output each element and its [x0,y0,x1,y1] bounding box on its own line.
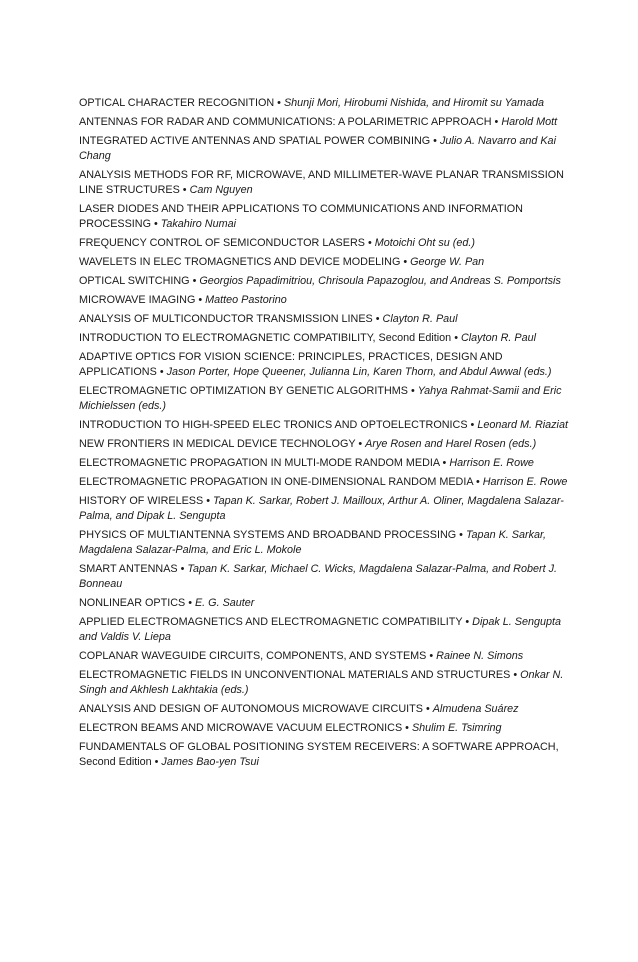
book-title: INTRODUCTION TO ELECTROMAGNETIC COMPATIBILITY [79,331,373,344]
bullet-separator: • [494,115,499,128]
book-entry [79,494,569,525]
bullet-separator: • [454,331,458,344]
book-title: ELECTROMAGNETIC PROPAGATION IN MULTI-MODE RANDOM MEDIA [79,456,440,469]
book-entry [79,168,569,199]
book-authors: Yahya Rahmat-Samii and Eric Michielssen (eds.) [79,384,562,413]
book-authors: Almudena Suárez [432,703,519,716]
book-entry [79,740,569,771]
book-authors: Rainee N. Simons [436,650,524,663]
book-authors: Cam Nguyen [189,184,253,197]
book-title: HISTORY OF WIRELESS [79,494,204,507]
book-entry [79,384,569,415]
book-title: FUNDAMENTALS OF GLOBAL POSITIONING SYSTEM RECEIVERS: A SOFTWARE APPROACH [79,741,556,754]
book-entry [79,293,569,308]
bullet-separator: • [375,312,380,325]
book-entry [79,350,569,381]
book-title: APPLIED ELECTROMAGNETICS AND ELECTROMAGNETIC COMPATIBILITY [79,616,463,629]
bullet-separator: • [367,237,372,250]
book-title: ANALYSIS OF MULTICONDUCTOR TRANSMISSION LINES [79,312,373,325]
book-edition: , Second Edition [372,331,452,344]
book-authors: George W. Pan [410,256,485,269]
book-edition: , Second Edition [79,741,559,769]
bullet-separator: • [206,494,210,507]
book-entry [79,255,569,270]
bullet-separator: • [188,597,192,610]
bullet-separator: • [442,456,447,469]
book-title: NONLINEAR OPTICS [79,597,186,610]
bullet-separator: • [192,275,197,288]
bullet-separator: • [180,563,185,575]
book-entry [79,134,569,165]
book-title: OPTICAL SWITCHING [79,275,190,288]
book-entry [79,528,569,559]
book-title: OPTICAL CHARACTER RECOGNITION [79,97,275,109]
book-authors: Harrison E. Rowe [482,475,568,488]
book-authors: Tapan K. Sarkar, Magdalena Salazar-Palma, and Eric L. Mokole [79,528,546,557]
book-authors: Shunji Mori, Hirobumi Nishida, and Hiromit su Yamada [283,97,544,109]
book-entry [79,437,569,452]
book-entry [79,96,569,111]
book-entry [79,236,569,251]
book-title: ELECTROMAGNETIC PROPAGATION IN ONE-DIMENSIONAL RANDOM MEDIA [79,475,473,488]
book-authors: Julio A. Navarro and Kai Chang [79,134,556,163]
book-title: ELECTROMAGNETIC OPTIMIZATION BY GENETIC ALGORITHMS [79,384,408,397]
book-title: ADAPTIVE OPTICS FOR VISION SCIENCE: PRINCIPLES, PRACTICES, DESIGN AND APPLICATIONS [79,350,503,378]
book-entry [79,721,569,736]
bullet-separator: • [465,616,470,629]
book-authors: Georgios Papadimitriou, Chrisoula Papazoglou, and Andreas S. Pomportsis [199,275,561,288]
book-entry [79,596,569,611]
book-entry [79,668,569,699]
book-title: NEW FRONTIERS IN MEDICAL DEVICE TECHNOLOGY [79,437,356,450]
bullet-separator: • [358,437,363,450]
bullet-separator: • [433,134,437,147]
bullet-separator: • [410,384,415,397]
book-authors: Takahiro Numai [160,218,236,231]
book-entry [79,312,569,327]
bullet-separator: • [182,184,187,197]
book-entry [79,202,569,233]
book-title: ELECTRON BEAMS AND MICROWAVE VACUUM ELECTRONICS [79,722,403,735]
book-authors: Leonard M. Riaziat [477,419,568,432]
book-entry [79,331,569,346]
book-entry [79,562,569,593]
bullet-separator: • [198,294,203,307]
bullet-separator: • [403,256,408,269]
bullet-separator: • [277,97,281,109]
book-title: LASER DIODES AND THEIR APPLICATIONS TO COMMUNICATIONS AND INFORMATION PROCESSING [79,203,523,231]
book-entry [79,649,569,664]
book-entry [79,702,569,717]
book-entry [79,274,569,289]
book-authors: Onkar N. Singh and Akhlesh Lakhtakia (eds.) [79,669,564,697]
book-authors: Matteo Pastorino [205,294,287,307]
book-title: ANALYSIS METHODS FOR RF, MICROWAVE, AND MILLIMETER-WAVE PLANAR TRANSMISSION LINE STRUCTURES [79,168,564,197]
book-title: COPLANAR WAVEGUIDE CIRCUITS, COMPONENTS, AND SYSTEMS [79,650,427,663]
book-entry [79,418,569,433]
book-entry [79,475,569,490]
bullet-separator: • [154,756,159,769]
bullet-separator: • [470,419,475,432]
book-title: FREQUENCY CONTROL OF SEMICONDUCTOR LASERS [79,237,365,250]
book-title: ANALYSIS AND DESIGN OF AUTONOMOUS MICROWAVE CIRCUITS [79,703,423,716]
book-authors: Clayton R. Paul [460,331,536,344]
bullet-separator: • [425,703,430,716]
book-authors: Clayton R. Paul [382,312,458,325]
bullet-separator: • [475,475,480,488]
book-authors: Jason Porter, Hope Queener, Julianna Lin, Karen Thorn, and Abdul Awwal (eds.) [166,365,552,378]
bullet-separator: • [159,365,164,378]
book-authors: Harold Mott [501,115,558,128]
book-authors: Dipak L. Sengupta and Valdis V. Liepa [79,616,561,644]
book-authors: Tapan K. Sarkar, Michael C. Wicks, Magdalena Salazar-Palma, and Robert J. Bonneau [79,563,557,591]
book-authors: E. G. Sauter [194,597,255,610]
bullet-separator: • [429,650,434,663]
book-title: PHYSICS OF MULTIANTENNA SYSTEMS AND BROADBAND PROCESSING [79,528,457,541]
bullet-separator: • [154,218,158,231]
book-title: INTRODUCTION TO HIGH-SPEED ELEC TRONICS AND OPTOELECTRONICS [79,419,468,432]
book-entry [79,615,569,646]
book-entry [79,456,569,471]
book-title: MICROWAVE IMAGING [79,294,196,307]
book-title: ANTENNAS FOR RADAR AND COMMUNICATIONS: A POLARIMETRIC APPROACH [79,115,492,128]
book-authors: Motoichi Oht su (ed.) [374,237,475,250]
book-title: ELECTROMAGNETIC FIELDS IN UNCONVENTIONAL MATERIALS AND STRUCTURES [79,669,511,682]
bullet-separator: • [459,528,463,541]
book-title: WAVELETS IN ELEC TROMAGNETICS AND DEVICE MODELING [79,256,401,269]
book-title: INTEGRATED ACTIVE ANTENNAS AND SPATIAL POWER COMBINING [79,134,431,147]
book-authors: Harrison E. Rowe [449,456,534,469]
book-authors: Tapan K. Sarkar, Robert J. Mailloux, Arthur A. Oliner, Magdalena Salazar-Palma, and Dipak L. Sengupta [79,494,564,522]
book-list [79,96,569,774]
book-authors: Arye Rosen and Harel Rosen (eds.) [365,437,537,450]
book-title: SMART ANTENNAS [79,563,178,575]
book-entry [79,115,569,130]
book-authors: Shulim E. Tsimring [411,722,502,735]
bullet-separator: • [405,722,409,735]
bullet-separator: • [513,669,518,682]
book-authors: James Bao-yen Tsui [161,756,259,769]
